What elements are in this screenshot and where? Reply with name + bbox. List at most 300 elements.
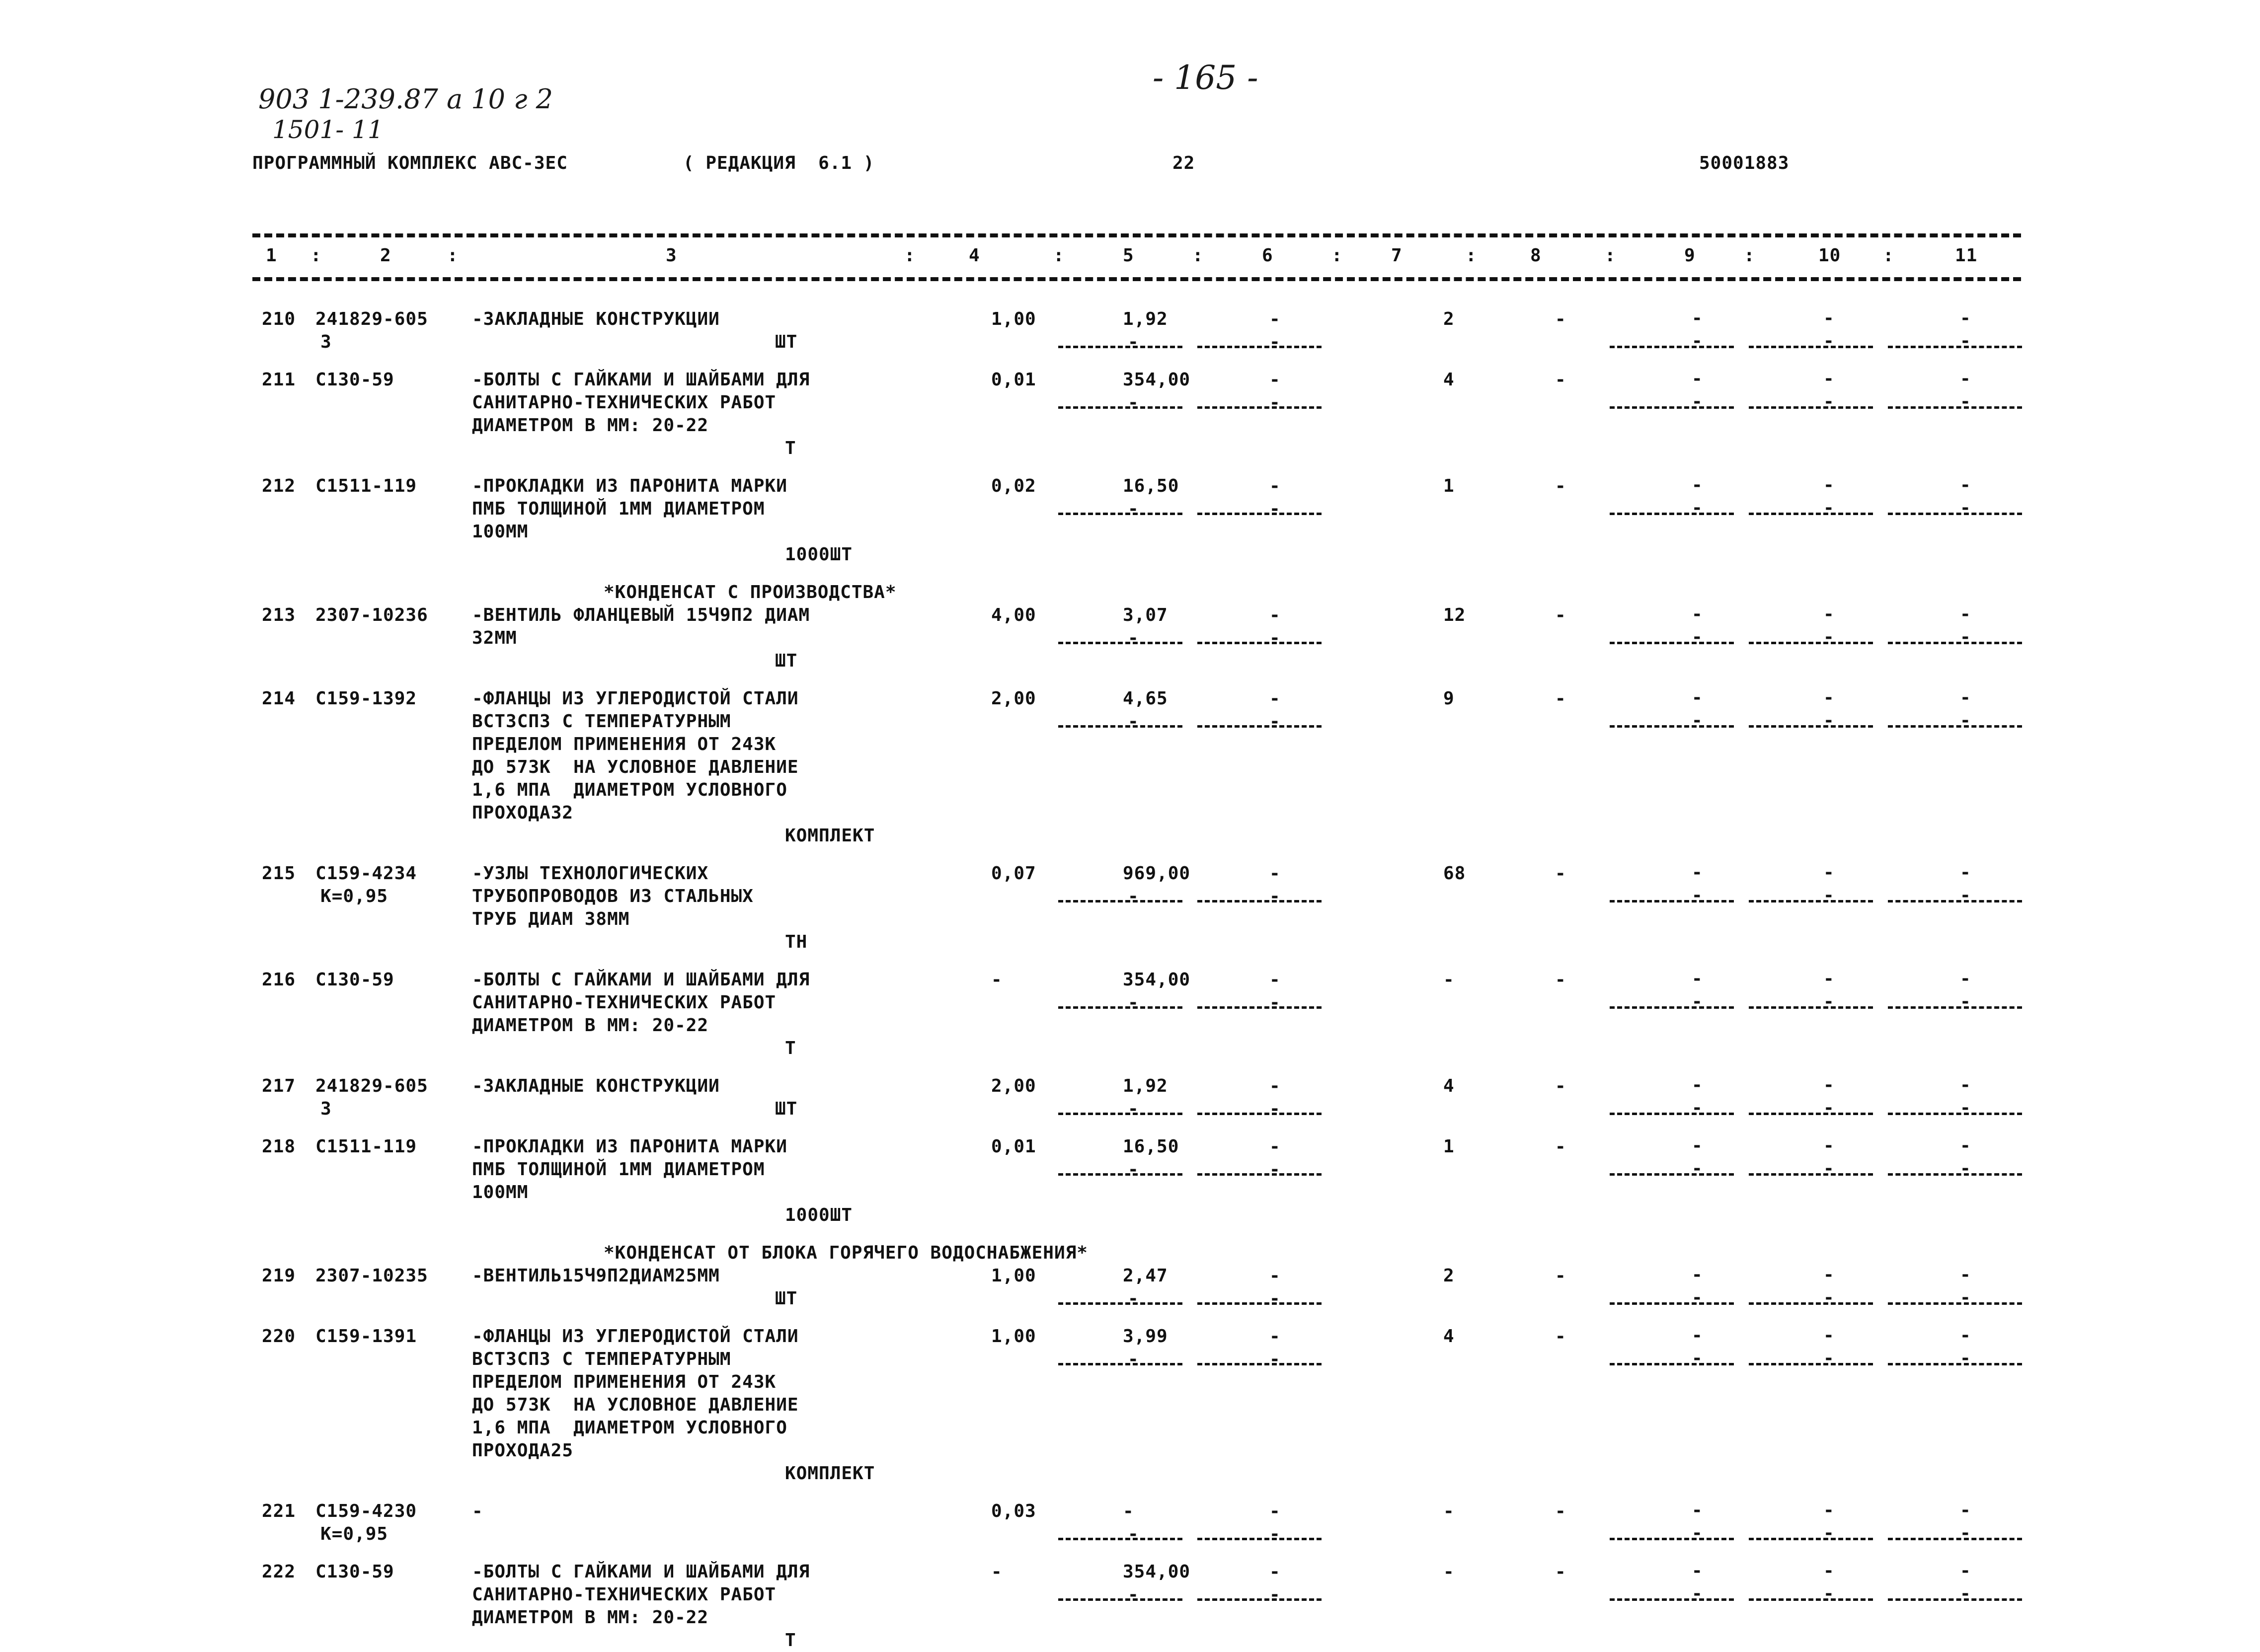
cell-rule	[1749, 406, 1873, 409]
program-title: ПРОГРАММНЫЙ КОМПЛЕКС АВС-ЗЕС	[252, 153, 568, 173]
column-number: 1	[266, 245, 277, 266]
row-number: 210	[262, 309, 296, 329]
row-description: ПМБ ТОЛЩИНОЙ 1ММ ДИАМЕТРОМ	[472, 1159, 765, 1180]
row-placeholder-dash: -	[1823, 475, 1834, 495]
row-col6: -	[1269, 476, 1281, 496]
row-col7: 4	[1443, 370, 1455, 390]
cell-rule	[1197, 1113, 1322, 1115]
cell-rule	[1749, 1006, 1873, 1009]
row-unit: ШТ	[775, 1099, 798, 1119]
cell-rule	[1749, 1173, 1873, 1176]
cell-rule	[1749, 1598, 1873, 1601]
column-separator: :	[1331, 245, 1343, 266]
row-description: САНИТАРНО-ТЕХНИЧЕСКИХ РАБОТ	[472, 1584, 777, 1605]
section-heading: *КОНДЕНСАТ С ПРОИЗВОДСТВА*	[604, 582, 897, 602]
row-placeholder-dash: -	[1692, 604, 1703, 624]
row-placeholder-dash: -	[1692, 1523, 1703, 1543]
cell-rule	[1888, 1598, 2022, 1601]
row-placeholder-dash: -	[1692, 331, 1703, 351]
row-placeholder-dash: -	[1269, 332, 1280, 352]
cell-rule	[1197, 1006, 1322, 1009]
row-code: 241829-605	[315, 1076, 428, 1096]
row-placeholder-dash: -	[1692, 710, 1703, 731]
row-description: ПМБ ТОЛЩИНОЙ 1ММ ДИАМЕТРОМ	[472, 499, 765, 519]
row-placeholder-dash: -	[1692, 991, 1703, 1012]
row-col6: -	[1269, 309, 1281, 329]
column-number: 9	[1684, 245, 1696, 266]
row-placeholder-dash: -	[1128, 628, 1139, 648]
row-price: 4,65	[1123, 688, 1168, 709]
row-description: ПРЕДЕЛОМ ПРИМЕНЕНИЯ ОТ 243К	[472, 1372, 777, 1392]
row-unit: КОМПЛЕКТ	[785, 826, 875, 846]
row-placeholder-dash: -	[1960, 1135, 1971, 1156]
cell-rule	[1197, 513, 1322, 515]
row-placeholder-dash: -	[1823, 1523, 1834, 1543]
row-number: 218	[262, 1136, 296, 1157]
row-description: 100ММ	[472, 522, 529, 542]
cell-rule	[1197, 1302, 1322, 1305]
row-col8: -	[1555, 1136, 1566, 1157]
row-code: 2307-10236	[315, 605, 428, 625]
row-placeholder-dash: -	[1692, 1135, 1703, 1156]
row-placeholder-dash: -	[1269, 1524, 1280, 1544]
row-unit: 1000ШТ	[785, 1205, 853, 1225]
column-separator: :	[1192, 245, 1204, 266]
handwritten-sheet-ref: 1501- 11	[272, 115, 384, 144]
row-col6: -	[1269, 1562, 1281, 1582]
cell-rule	[1888, 513, 2022, 515]
cell-rule	[1749, 1363, 1873, 1365]
row-placeholder-dash: -	[1960, 1500, 1971, 1520]
cell-rule	[1197, 1598, 1322, 1601]
row-unit: 1000ШТ	[785, 544, 853, 565]
row-placeholder-dash: -	[1823, 1348, 1834, 1368]
row-placeholder-dash: -	[1823, 627, 1834, 647]
row-price: 16,50	[1123, 1136, 1179, 1157]
column-separator: :	[311, 245, 322, 266]
cell-rule	[1058, 1173, 1182, 1176]
cell-rule	[1610, 346, 1734, 348]
row-description: 1,6 МПА ДИАМЕТРОМ УСЛОВНОГО	[472, 780, 787, 800]
row-placeholder-dash: -	[1692, 1098, 1703, 1118]
row-placeholder-dash: -	[1823, 969, 1834, 989]
column-separator: :	[1883, 245, 1894, 266]
row-placeholder-dash: -	[1128, 332, 1139, 352]
cell-rule	[1610, 1006, 1734, 1009]
cell-rule	[1197, 1363, 1322, 1365]
row-placeholder-dash: -	[1128, 1099, 1139, 1119]
row-placeholder-dash: -	[1269, 1099, 1280, 1119]
column-separator: :	[1053, 245, 1065, 266]
cell-rule	[1058, 900, 1182, 902]
row-description: -БОЛТЫ С ГАЙКАМИ И ШАЙБАМИ ДЛЯ	[472, 970, 810, 990]
cell-rule	[1888, 1363, 2022, 1365]
column-separator: :	[1744, 245, 1755, 266]
cell-rule	[1610, 642, 1734, 644]
row-placeholder-dash: -	[1960, 862, 1971, 883]
row-col6: -	[1269, 370, 1281, 390]
cell-rule	[1888, 1113, 2022, 1115]
row-code: С1511-119	[315, 1136, 417, 1157]
row-price: 1,92	[1123, 309, 1168, 329]
row-placeholder-dash: -	[1823, 1135, 1834, 1156]
row-col6: -	[1269, 1076, 1281, 1096]
row-col7: 9	[1443, 688, 1455, 709]
row-placeholder-dash: -	[1823, 331, 1834, 351]
cell-rule	[1058, 725, 1182, 728]
row-quantity: -	[991, 1562, 1003, 1582]
cell-rule	[1197, 642, 1322, 644]
row-placeholder-dash: -	[1269, 1159, 1280, 1180]
cell-rule	[1888, 406, 2022, 409]
cell-rule	[1888, 642, 2022, 644]
row-placeholder-dash: -	[1269, 1288, 1280, 1309]
row-code: С159-1392	[315, 688, 417, 709]
row-description: -УЗЛЫ ТЕХНОЛОГИЧЕСКИХ	[472, 863, 709, 884]
row-description: -ФЛАНЦЫ ИЗ УГЛЕРОДИСТОЙ СТАЛИ	[472, 688, 799, 709]
row-description: -ПРОКЛАДКИ ИЗ ПАРОНИТА МАРКИ	[472, 476, 787, 496]
row-placeholder-dash: -	[1823, 885, 1834, 905]
row-description: -ФЛАНЦЫ ИЗ УГЛЕРОДИСТОЙ СТАЛИ	[472, 1326, 799, 1347]
row-col8: -	[1555, 1562, 1566, 1582]
cell-rule	[1197, 1173, 1322, 1176]
row-placeholder-dash: -	[1960, 885, 1971, 905]
row-code: С159-4234	[315, 863, 417, 884]
row-quantity: 0,03	[991, 1501, 1036, 1521]
row-number: 213	[262, 605, 296, 625]
row-col8: -	[1555, 370, 1566, 390]
row-placeholder-dash: -	[1960, 710, 1971, 731]
row-col7: -	[1443, 1562, 1455, 1582]
row-col6: -	[1269, 1501, 1281, 1521]
column-number: 8	[1530, 245, 1542, 266]
row-col7: -	[1443, 970, 1455, 990]
row-code: С159-4230	[315, 1501, 417, 1521]
row-code: С130-59	[315, 370, 394, 390]
row-placeholder-dash: -	[1692, 1500, 1703, 1520]
header-rule-top	[252, 233, 2021, 237]
row-unit: ШТ	[775, 651, 798, 671]
row-placeholder-dash: -	[1960, 1098, 1971, 1118]
row-number: 214	[262, 688, 296, 709]
row-col7: 68	[1443, 863, 1466, 884]
row-description: ПРОХОДА32	[472, 803, 574, 823]
row-description: ВСТ3СП3 С ТЕМПЕРАТУРНЫМ	[472, 711, 731, 732]
cell-rule	[1610, 1173, 1734, 1176]
row-placeholder-dash: -	[1269, 392, 1280, 413]
cell-rule	[1610, 513, 1734, 515]
row-placeholder-dash: -	[1960, 1583, 1971, 1604]
row-placeholder-dash: -	[1823, 498, 1834, 518]
row-col8: -	[1555, 605, 1566, 625]
row-col6: -	[1269, 688, 1281, 709]
row-price: 2,47	[1123, 1266, 1168, 1286]
row-placeholder-dash: -	[1692, 687, 1703, 708]
row-description: ПРОХОДА25	[472, 1440, 574, 1461]
cell-rule	[1197, 725, 1322, 728]
row-price: 354,00	[1123, 1562, 1191, 1582]
cell-rule	[1197, 1538, 1322, 1540]
row-placeholder-dash: -	[1960, 627, 1971, 647]
row-col8: -	[1555, 476, 1566, 496]
cell-rule	[1610, 725, 1734, 728]
row-description: 1,6 МПА ДИАМЕТРОМ УСЛОВНОГО	[472, 1418, 787, 1438]
row-code: С130-59	[315, 1562, 394, 1582]
row-unit: КОМПЛЕКТ	[785, 1463, 875, 1484]
cell-rule	[1749, 513, 1873, 515]
cell-rule	[1058, 1302, 1182, 1305]
row-placeholder-dash: -	[1960, 991, 1971, 1012]
row-placeholder-dash: -	[1692, 969, 1703, 989]
row-description: -ЗАКЛАДНЫЕ КОНСТРУКЦИИ	[472, 309, 720, 329]
cell-rule	[1888, 900, 2022, 902]
row-placeholder-dash: -	[1128, 1584, 1139, 1605]
row-placeholder-dash: -	[1960, 391, 1971, 412]
row-placeholder-dash: -	[1269, 992, 1280, 1013]
row-code: С159-1391	[315, 1326, 417, 1347]
row-number: 215	[262, 863, 296, 884]
row-description: ВСТ3СП3 С ТЕМПЕРАТУРНЫМ	[472, 1349, 731, 1369]
row-unit: ШТ	[775, 1288, 798, 1309]
row-col8: -	[1555, 1501, 1566, 1521]
cell-rule	[1058, 1006, 1182, 1009]
cell-rule	[1197, 900, 1322, 902]
row-placeholder-dash: -	[1269, 1584, 1280, 1605]
cell-rule	[1749, 1113, 1873, 1115]
row-quantity: 1,00	[991, 309, 1036, 329]
cell-rule	[1888, 1302, 2022, 1305]
row-placeholder-dash: -	[1692, 1075, 1703, 1095]
row-placeholder-dash: -	[1823, 1098, 1834, 1118]
row-description: -	[472, 1501, 483, 1521]
row-col8: -	[1555, 309, 1566, 329]
cell-rule	[1058, 1598, 1182, 1601]
row-placeholder-dash: -	[1128, 392, 1139, 413]
row-price: 354,00	[1123, 370, 1191, 390]
row-quantity: 2,00	[991, 688, 1036, 709]
row-placeholder-dash: -	[1823, 862, 1834, 883]
cell-rule	[1610, 1302, 1734, 1305]
column-number: 10	[1818, 245, 1841, 266]
row-number: 222	[262, 1562, 296, 1582]
row-placeholder-dash: -	[1960, 687, 1971, 708]
row-placeholder-dash: -	[1128, 1159, 1139, 1180]
row-placeholder-dash: -	[1823, 1075, 1834, 1095]
row-placeholder-dash: -	[1960, 1325, 1971, 1346]
row-col6: -	[1269, 1266, 1281, 1286]
row-description: -БОЛТЫ С ГАЙКАМИ И ШАЙБАМИ ДЛЯ	[472, 1562, 810, 1582]
row-description: ДИАМЕТРОМ В ММ: 20-22	[472, 1607, 709, 1628]
row-quantity: 1,00	[991, 1266, 1036, 1286]
row-quantity: 2,00	[991, 1076, 1036, 1096]
row-code: 241829-605	[315, 309, 428, 329]
row-placeholder-dash: -	[1128, 711, 1139, 732]
cell-rule	[1888, 1173, 2022, 1176]
row-col7: 4	[1443, 1076, 1455, 1096]
row-placeholder-dash: -	[1692, 1158, 1703, 1179]
cell-rule	[1888, 1538, 2022, 1540]
cell-rule	[1749, 1538, 1873, 1540]
row-description: -ВЕНТИЛЬ ФЛАНЦЕВЫЙ 15Ч9П2 ДИАМ	[472, 605, 810, 625]
cell-rule	[1610, 406, 1734, 409]
row-description: 32ММ	[472, 628, 517, 648]
column-separator: :	[1466, 245, 1477, 266]
row-placeholder-dash: -	[1128, 499, 1139, 519]
row-price: -	[1123, 1501, 1134, 1521]
row-placeholder-dash: -	[1960, 498, 1971, 518]
sheet-number: 22	[1172, 153, 1195, 173]
row-description: САНИТАРНО-ТЕХНИЧЕСКИХ РАБОТ	[472, 992, 777, 1013]
row-quantity: -	[991, 970, 1003, 990]
row-code-extra: 3	[320, 332, 332, 352]
row-placeholder-dash: -	[1960, 475, 1971, 495]
row-price: 3,07	[1123, 605, 1168, 625]
row-placeholder-dash: -	[1823, 604, 1834, 624]
cell-rule	[1749, 1302, 1873, 1305]
row-col7: 1	[1443, 1136, 1455, 1157]
row-quantity: 0,07	[991, 863, 1036, 884]
row-col7: -	[1443, 1501, 1455, 1521]
row-col6: -	[1269, 970, 1281, 990]
row-col6: -	[1269, 863, 1281, 884]
column-number: 2	[380, 245, 391, 266]
row-code-extra: К=0,95	[320, 886, 389, 906]
row-placeholder-dash: -	[1269, 886, 1280, 906]
row-placeholder-dash: -	[1692, 1325, 1703, 1346]
row-placeholder-dash: -	[1960, 1265, 1971, 1285]
row-placeholder-dash: -	[1960, 369, 1971, 389]
cell-rule	[1610, 1598, 1734, 1601]
row-placeholder-dash: -	[1692, 1348, 1703, 1368]
cell-rule	[1888, 1006, 2022, 1009]
row-placeholder-dash: -	[1960, 604, 1971, 624]
row-number: 216	[262, 970, 296, 990]
row-placeholder-dash: -	[1692, 1561, 1703, 1581]
edition-label: ( РЕДАКЦИЯ 6.1 )	[683, 153, 875, 173]
row-col8: -	[1555, 863, 1566, 884]
column-separator: :	[1605, 245, 1616, 266]
column-number: 7	[1391, 245, 1403, 266]
row-quantity: 1,00	[991, 1326, 1036, 1347]
row-quantity: 4,00	[991, 605, 1036, 625]
row-price: 16,50	[1123, 476, 1179, 496]
cell-rule	[1058, 406, 1182, 409]
section-heading: *КОНДЕНСАТ ОТ БЛОКА ГОРЯЧЕГО ВОДОСНАБЖЕНИЯ*	[604, 1243, 1088, 1263]
row-number: 211	[262, 370, 296, 390]
cell-rule	[1058, 1113, 1182, 1115]
cell-rule	[1610, 900, 1734, 902]
row-placeholder-dash: -	[1692, 627, 1703, 647]
row-placeholder-dash: -	[1269, 628, 1280, 648]
cell-rule	[1749, 642, 1873, 644]
row-price: 969,00	[1123, 863, 1191, 884]
row-placeholder-dash: -	[1692, 1287, 1703, 1308]
row-placeholder-dash: -	[1823, 1561, 1834, 1581]
row-col7: 12	[1443, 605, 1466, 625]
row-description: -ЗАКЛАДНЫЕ КОНСТРУКЦИИ	[472, 1076, 720, 1096]
header-rule-bottom	[252, 277, 2021, 281]
row-placeholder-dash: -	[1269, 711, 1280, 732]
page-number: - 165 -	[1153, 59, 1258, 97]
column-number: 5	[1123, 245, 1134, 266]
document-code: 50001883	[1699, 153, 1790, 173]
row-placeholder-dash: -	[1960, 1523, 1971, 1543]
row-placeholder-dash: -	[1823, 1500, 1834, 1520]
row-placeholder-dash: -	[1823, 710, 1834, 731]
row-placeholder-dash: -	[1960, 1158, 1971, 1179]
cell-rule	[1749, 900, 1873, 902]
row-col7: 1	[1443, 476, 1455, 496]
row-placeholder-dash: -	[1823, 391, 1834, 412]
cell-rule	[1610, 1363, 1734, 1365]
cell-rule	[1058, 1363, 1182, 1365]
row-quantity: 0,02	[991, 476, 1036, 496]
row-placeholder-dash: -	[1823, 308, 1834, 328]
row-placeholder-dash: -	[1823, 991, 1834, 1012]
row-price: 3,99	[1123, 1326, 1168, 1347]
row-description: ДО 573К НА УСЛОВНОЕ ДАВЛЕНИЕ	[472, 757, 799, 777]
row-placeholder-dash: -	[1128, 886, 1139, 906]
row-description: ДИАМЕТРОМ В ММ: 20-22	[472, 1015, 709, 1036]
row-placeholder-dash: -	[1692, 475, 1703, 495]
cell-rule	[1888, 346, 2022, 348]
row-description: -ПРОКЛАДКИ ИЗ ПАРОНИТА МАРКИ	[472, 1136, 787, 1157]
row-col7: 2	[1443, 309, 1455, 329]
row-placeholder-dash: -	[1128, 992, 1139, 1013]
row-col7: 2	[1443, 1266, 1455, 1286]
row-placeholder-dash: -	[1269, 499, 1280, 519]
row-number: 217	[262, 1076, 296, 1096]
row-number: 221	[262, 1501, 296, 1521]
row-placeholder-dash: -	[1823, 1265, 1834, 1285]
row-col6: -	[1269, 1326, 1281, 1347]
cell-rule	[1058, 346, 1182, 348]
row-col8: -	[1555, 970, 1566, 990]
column-number: 4	[969, 245, 980, 266]
row-placeholder-dash: -	[1692, 885, 1703, 905]
row-quantity: 0,01	[991, 1136, 1036, 1157]
row-col8: -	[1555, 688, 1566, 709]
row-description: ТРУБОПРОВОДОВ ИЗ СТАЛЬНЫХ	[472, 886, 754, 906]
handwritten-document-code: 903 1-239.87 а 10 г 2	[258, 83, 553, 115]
row-placeholder-dash: -	[1692, 369, 1703, 389]
row-description: -БОЛТЫ С ГАЙКАМИ И ШАЙБАМИ ДЛЯ	[472, 370, 810, 390]
row-unit: Т	[785, 1630, 796, 1651]
cell-rule	[1749, 346, 1873, 348]
row-placeholder-dash: -	[1692, 1265, 1703, 1285]
row-placeholder-dash: -	[1692, 391, 1703, 412]
row-placeholder-dash: -	[1823, 1583, 1834, 1604]
column-number: 3	[666, 245, 677, 266]
column-number: 6	[1262, 245, 1273, 266]
row-placeholder-dash: -	[1960, 969, 1971, 989]
row-description: ДИАМЕТРОМ В ММ: 20-22	[472, 415, 709, 436]
row-price: 354,00	[1123, 970, 1191, 990]
row-col8: -	[1555, 1326, 1566, 1347]
row-placeholder-dash: -	[1692, 1583, 1703, 1604]
cell-rule	[1888, 725, 2022, 728]
cell-rule	[1197, 406, 1322, 409]
row-placeholder-dash: -	[1960, 308, 1971, 328]
row-code: С130-59	[315, 970, 394, 990]
row-number: 219	[262, 1266, 296, 1286]
row-description: 100ММ	[472, 1182, 529, 1202]
row-col6: -	[1269, 605, 1281, 625]
cell-rule	[1749, 725, 1873, 728]
row-placeholder-dash: -	[1960, 1348, 1971, 1368]
cell-rule	[1197, 346, 1322, 348]
row-placeholder-dash: -	[1692, 498, 1703, 518]
